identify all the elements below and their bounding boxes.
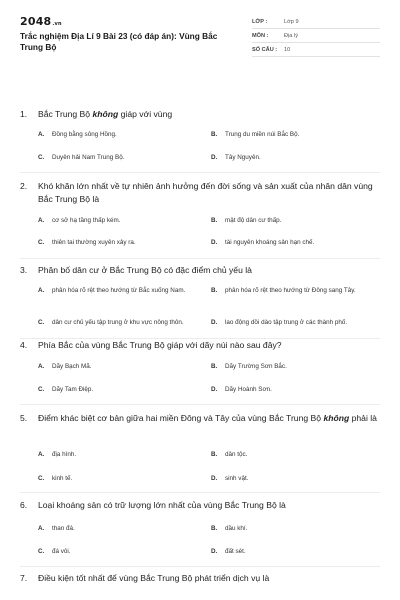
option-text: Dãy Bạch Mã.	[52, 363, 92, 370]
option-label: D.	[211, 548, 218, 555]
divider	[20, 258, 380, 259]
option-b[interactable]	[211, 286, 365, 295]
question-number: 5.	[20, 413, 28, 423]
option-a[interactable]	[38, 450, 192, 459]
option-a[interactable]	[38, 130, 192, 139]
question-text-pre: Điểm khác biệt cơ bản giữa hai miền Đông và Tây của vùng Bắc Trung Bộ	[38, 413, 324, 423]
option-text: Dãy Trường Sơn Bắc.	[225, 363, 287, 370]
option-label: B.	[211, 363, 218, 370]
option-text: Tây Nguyên.	[225, 154, 261, 161]
question-number: 4.	[20, 340, 28, 350]
question-stem	[20, 572, 380, 585]
option-text: cơ sở hạ tầng thấp kém.	[52, 217, 121, 224]
option-label: D.	[211, 319, 218, 326]
question-text: Phân bố dân cư ở Bắc Trung Bộ có đặc điểm chủ yếu là	[38, 265, 252, 275]
question-stem	[20, 180, 380, 205]
option-b[interactable]	[211, 524, 365, 533]
option-label: A.	[38, 131, 45, 138]
option-c[interactable]	[38, 385, 192, 394]
option-label: B.	[211, 287, 218, 294]
question-stem	[20, 412, 380, 425]
logo-suffix: .vn	[52, 21, 62, 27]
meta-label: MÔN :	[252, 32, 269, 39]
option-text: dân cư chủ yếu tập trung ở khu vực nông thôn.	[52, 319, 184, 326]
option-label: D.	[211, 154, 218, 161]
option-d[interactable]	[211, 385, 365, 394]
option-label: A.	[38, 451, 45, 458]
option-d[interactable]	[211, 318, 365, 327]
option-a[interactable]	[38, 362, 192, 371]
option-text: dân tộc.	[225, 451, 248, 458]
option-text: than đá.	[52, 525, 75, 532]
question-text	[38, 412, 380, 425]
divider	[20, 404, 380, 405]
option-label: D.	[211, 475, 218, 482]
divider	[20, 172, 380, 173]
option-label: C.	[38, 548, 45, 555]
question-text: Phía Bắc của vùng Bắc Trung Bộ giáp với dãy núi nào sau đây?	[38, 340, 282, 350]
option-label: A.	[38, 217, 45, 224]
logo-text: 2048	[20, 15, 52, 28]
question-number: 6.	[20, 500, 28, 510]
divider	[20, 566, 380, 567]
question-number: 7.	[20, 573, 28, 583]
question-text: Điều kiện tốt nhất để vùng Bắc Trung Bộ phát triển dịch vụ là	[38, 573, 270, 583]
meta-label: LỚP :	[252, 18, 268, 25]
question-text-pre: Bắc Trung Bộ	[38, 109, 93, 119]
option-text: phân hóa rõ rệt theo hướng từ Bắc xuống Nam.	[52, 287, 186, 294]
option-d[interactable]	[211, 238, 365, 247]
question-stem	[20, 264, 380, 277]
meta-row-count	[252, 43, 380, 57]
option-text: Dãy Hoành Sơn.	[225, 386, 272, 393]
meta-value: Địa lý	[284, 32, 298, 39]
site-logo[interactable]	[20, 15, 62, 28]
option-label: A.	[38, 363, 45, 370]
option-d[interactable]	[211, 153, 365, 162]
option-text: đất sét.	[225, 548, 246, 555]
option-b[interactable]	[211, 130, 365, 139]
question-stem	[20, 339, 380, 352]
option-text: thiên tai thường xuyên xảy ra.	[52, 239, 136, 246]
option-text: kinh tế.	[52, 475, 73, 482]
option-d[interactable]	[211, 474, 365, 483]
option-label: A.	[38, 525, 45, 532]
option-label: B.	[211, 217, 218, 224]
option-d[interactable]	[211, 547, 365, 556]
question-number: 1.	[20, 109, 28, 119]
option-text: lao động dồi dào tập trung ở các thành phố.	[225, 319, 348, 326]
option-c[interactable]	[38, 474, 192, 483]
option-text: Duyên hải Nam Trung Bộ.	[52, 154, 125, 161]
question-text-post: giáp với vùng	[118, 109, 173, 119]
question-text: Khó khăn lớn nhất về tự nhiên ảnh hưởng đến đời sống và sản xuất của nhân dân vùng Bắc Trung Bộ là	[38, 181, 373, 204]
option-b[interactable]	[211, 362, 365, 371]
question-text	[38, 108, 380, 121]
meta-value: 10	[284, 46, 291, 53]
option-label: C.	[38, 386, 45, 393]
option-b[interactable]	[211, 450, 365, 459]
option-a[interactable]	[38, 216, 192, 225]
option-label: B.	[211, 131, 218, 138]
option-a[interactable]	[38, 286, 192, 295]
option-c[interactable]	[38, 318, 192, 327]
question-number: 2.	[20, 181, 28, 191]
document-title: Trắc nghiệm Địa Lí 9 Bài 23 (có đáp án): Vùng Bắc Trung Bộ	[20, 31, 218, 52]
question-text-emphasis: không	[92, 109, 119, 119]
option-text: tài nguyên khoáng sản hạn chế.	[225, 239, 315, 246]
option-label: B.	[211, 451, 218, 458]
option-a[interactable]	[38, 524, 192, 533]
option-c[interactable]	[38, 153, 192, 162]
option-label: A.	[38, 287, 45, 294]
meta-value: Lớp 9	[284, 18, 299, 25]
option-text: Dãy Tam Điệp.	[52, 386, 94, 393]
page-header	[0, 0, 400, 70]
meta-row-grade	[252, 15, 380, 29]
question-text-post: phải là	[349, 413, 377, 423]
option-label: C.	[38, 319, 45, 326]
question-text: Loại khoáng sản có trữ lượng lớn nhất của vùng Bắc Trung Bộ là	[38, 500, 286, 510]
option-text: đá vôi.	[52, 548, 71, 555]
option-label: C.	[38, 154, 45, 161]
option-text: dầu khí.	[225, 525, 248, 532]
question-number: 3.	[20, 265, 28, 275]
divider	[20, 492, 380, 493]
meta-panel	[252, 15, 380, 57]
question-text-emphasis: không	[323, 413, 350, 423]
option-c[interactable]	[38, 238, 192, 247]
option-text: sinh vật.	[225, 475, 249, 482]
option-c[interactable]	[38, 547, 192, 556]
meta-row-subject	[252, 29, 380, 43]
option-text: địa hình.	[52, 451, 77, 458]
option-label: C.	[38, 239, 45, 246]
option-text: Đồng bằng sông Hồng.	[52, 131, 117, 138]
question-stem	[20, 499, 380, 512]
option-b[interactable]	[211, 216, 365, 225]
option-text: phân hóa rõ rệt theo hướng từ Đông sang Tây.	[225, 287, 356, 294]
option-text: mật độ dân cư thấp.	[225, 217, 282, 224]
meta-label: SỐ CÂU :	[252, 46, 278, 53]
option-text: Trung du miền núi Bắc Bộ.	[225, 131, 300, 138]
option-label: D.	[211, 239, 218, 246]
option-label: D.	[211, 386, 218, 393]
option-label: B.	[211, 525, 218, 532]
question-stem	[20, 108, 380, 121]
option-label: C.	[38, 475, 45, 482]
